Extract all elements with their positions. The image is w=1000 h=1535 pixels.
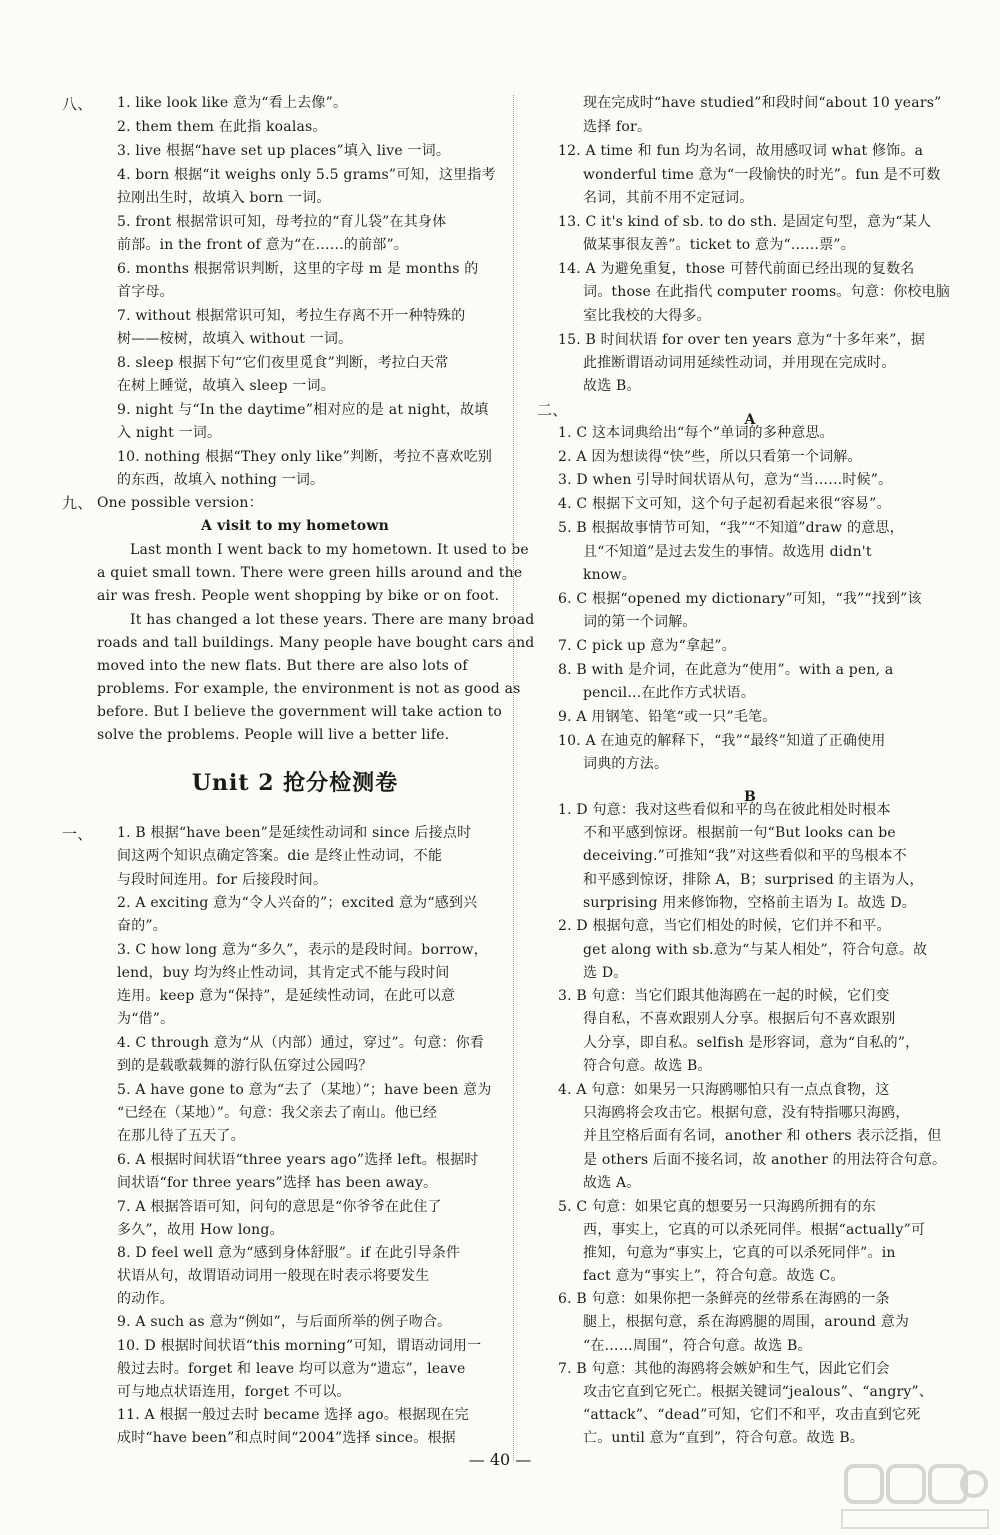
section-2-marker: 二、 (537, 401, 568, 419)
answer-line: 的东西，故填入 nothing 一词。 (117, 472, 325, 488)
answer-line: 3. live 根据“have set up places”填入 live 一词。 (117, 143, 451, 159)
answer-line: 8. sleep 根据下句“它们夜里觅食”判断，考拉白天常 (117, 355, 449, 371)
answer-line: 8. B with 是介词，在此意为“使用”。with a pen, a (558, 662, 894, 678)
answer-line: wonderful time 意为“一段愉快的时光”。fun 是不可数 (583, 167, 941, 183)
answer-line: 7. without 根据常识可知，考拉生存离不开一种特殊的 (117, 308, 466, 324)
answer-line: 1. like look like 意为“看上去像”。 (117, 95, 348, 111)
answer-line: surprising 用来修饰物，空格前主语为 I。故选 D。 (583, 895, 916, 911)
answer-line: 2. A exciting 意为“令人兴奋的”；excited 意为“感到兴 (117, 895, 478, 911)
answer-line: 入 night 一词。 (117, 425, 222, 441)
answer-line: 6. months 根据常识判断，这里的字母 m 是 months 的 (117, 261, 479, 277)
answer-line: “在……周围”，符合句意。故选 B。 (583, 1338, 812, 1354)
answer-line: 首字母。 (117, 284, 174, 300)
answer-line: 15. B 时间状语 for over ten years 意为“十多年来”，据 (558, 332, 925, 348)
answer-line: 亡。until 意为“直到”，符合句意。故选 B。 (583, 1430, 865, 1446)
answer-line: a quiet small town. There were green hills around and the (97, 565, 523, 581)
answer-line: 攻击它直到它死亡。根据关键词“jealous”、“angry”、 (583, 1384, 934, 1400)
answer-line: 在那儿待了五天了。 (117, 1128, 245, 1144)
answer-line: 且“不知道”是过去发生的事情。故选用 didn't (583, 544, 872, 560)
answer-line: know。 (583, 567, 636, 583)
answer-line: 的动作。 (117, 1291, 174, 1307)
answer-line: 奋的”。 (117, 918, 167, 934)
answer-line: 间状语“for three years”选择 has been away。 (117, 1175, 438, 1191)
answer-line: 人分享，即自私。selfish 是形容词，意为“自私的”， (583, 1035, 920, 1051)
answer-line: 4. C 根据下文可知，这个句子起初看起来很“容易”。 (558, 496, 891, 512)
answer-line: moved into the new flats. But there are also lots of (97, 658, 468, 674)
answer-line: 2. A 因为想读得“快”些，所以只看第一个词解。 (558, 449, 862, 465)
answer-line: 8. D feel well 意为“感到身体舒服”。if 在此引导条件 (117, 1245, 461, 1261)
answer-line: “attack”、“dead”可知，它们不和平，攻击直到它死 (583, 1407, 921, 1423)
answer-line: solve the problems. People will live a better life. (97, 727, 450, 743)
answer-line: 做某事很友善”。ticket to 意为“……票”。 (583, 237, 855, 253)
answer-line: 2. them them 在此指 koalas。 (117, 119, 327, 135)
answer-line: 为“借”。 (117, 1011, 175, 1027)
answer-line: 不和平感到惊讶。根据前一句“But looks can be (583, 825, 896, 841)
answer-line: 10. nothing 根据“They only like”判断，考拉不喜欢吃别 (117, 449, 493, 465)
answer-line: 和平感到惊讶，排除 A，B；surprised 的主语为人， (583, 872, 924, 888)
answer-line: 名词，其前不用不定冠词。 (583, 190, 754, 206)
answer-line: 1. C 这本词典给出“每个”单词的多种意思。 (558, 425, 834, 441)
answer-line: 6. A 根据时间状语“three years ago”选择 left。根据时 (117, 1152, 479, 1168)
answer-line: problems. For example, the environment is not as good as (97, 681, 521, 697)
answer-line: 词。those 在此指代 computer rooms。句意：你校电脑 (583, 284, 951, 300)
answer-line: 7. A 根据答语可知，问句的意思是“你爷爷在此住了 (117, 1199, 442, 1215)
answer-line: 般过去时。forget 和 leave 均可以意为“遗忘”，leave (117, 1361, 466, 1377)
answer-line: 得自私，不喜欢跟别人分享。根据后句不喜欢跟别 (583, 1011, 896, 1027)
answer-line: 5. C 句意：如果它真的想要另一只海鸥所拥有的东 (558, 1199, 876, 1215)
unit-title: Unit 2 抢分检测卷 (191, 770, 399, 796)
part-a-label: A (744, 412, 756, 428)
answer-line: 5. B 根据故事情节可知，“我”“不知道”draw 的意思， (558, 520, 904, 536)
section-9-intro: One possible version： (97, 495, 263, 511)
answer-line: 9. A such as 意为“例如”，与后面所举的例子吻合。 (117, 1314, 452, 1330)
answer-line: air was fresh. People went shopping by bike or on foot. (97, 588, 500, 604)
answer-line: 13. C it's kind of sb. to do sth. 是固定句型，意为“某人 (558, 214, 932, 230)
answer-line: 6. B 句意：如果你把一条鲜亮的丝带系在海鸥的一条 (558, 1291, 890, 1307)
answer-line: 连用。keep 意为“保持”，是延续性动词，在此可以意 (117, 988, 456, 1004)
answer-line: 与段时间连用。for 后接段时间。 (117, 872, 328, 888)
answer-line: 选 D。 (583, 965, 628, 981)
answer-line: 并且空格后面有名词，another 和 others 表示泛指，但 (583, 1128, 942, 1144)
answer-line: deceiving.”可推知“我”对这些看似和平的鸟根本不 (583, 848, 907, 864)
answer-line: “已经在（某地）”。句意：我父亲去了南山。他已经 (117, 1105, 438, 1121)
column-divider (513, 95, 514, 1460)
answer-line: 在树上睡觉，故填入 sleep 一词。 (117, 378, 335, 394)
page-number: — 40 — (468, 1450, 532, 1469)
answer-line: 状语从句，故谓语动词用一般现在时表示将要发生 (117, 1268, 430, 1284)
answer-line: 可与地点状语连用，forget 不可以。 (117, 1384, 351, 1400)
answer-line: 3. B 句意：当它们跟其他海鸥在一起的时候，它们变 (558, 988, 890, 1004)
answer-line: 推知，句意为“事实上，它真的可以杀死同伴”。in (583, 1245, 896, 1261)
answer-line: 故选 B。 (583, 378, 641, 394)
answer-line: 10. D 根据时间状语“this morning”可知，谓语动词用一 (117, 1338, 482, 1354)
answer-line: 10. A 在迪克的解释下，“我”“最终”知道了正确使用 (558, 733, 886, 749)
answer-line: 只海鸥将会攻击它。根据句意，没有特指哪只海鸥， (583, 1105, 910, 1121)
answer-line: 4. A 句意：如果另一只海鸥哪怕只有一点点食物，这 (558, 1082, 890, 1098)
answer-line: lend，buy 均为终止性动词，其肯定式不能与段时间 (117, 965, 450, 981)
answer-line: 腿上，根据句意，系在海鸥腿的周围，around 意为 (583, 1314, 910, 1330)
answer-line: 4. C through 意为“从（内部）通过，穿过”。句意：你看 (117, 1035, 485, 1051)
answer-line: pencil…在此作方式状语。 (583, 685, 756, 701)
answer-line: It has changed a lot these years. There are many broad (130, 612, 535, 628)
answer-line: 1. D 句意：我对这些看似和平的鸟在彼此相处时根本 (558, 802, 891, 818)
watermark-logo (840, 1462, 990, 1532)
answer-line: 室比我校的大得多。 (583, 308, 711, 324)
answer-line: 到的是载歌载舞的游行队伍穿过公园吗？ (117, 1058, 373, 1074)
answer-line: 拉刚出生时，故填入 born 一词。 (117, 190, 331, 206)
essay-title: A visit to my hometown (201, 518, 389, 534)
section-9-marker: 九、 (62, 494, 93, 512)
answer-line: 7. B 句意：其他的海鸥将会嫉妒和生气，因此它们会 (558, 1361, 890, 1377)
section-8-marker: 八、 (62, 95, 93, 113)
answer-line: get along with sb.意为“与某人相处”，符合句意。故 (583, 942, 928, 958)
answer-line: 西，事实上，它真的可以杀死同伴。根据“actually”可 (583, 1222, 926, 1238)
answer-line: 选择 for。 (583, 119, 652, 135)
answer-line: 9. A 用钢笔、铅笔“或一只”毛笔。 (558, 709, 777, 725)
answer-line: 14. A 为避免重复，those 可替代前面已经出现的复数名 (558, 261, 915, 277)
answer-line: 1. B 根据“have been”是延续性动词和 since 后接点时 (117, 825, 472, 841)
answer-line: 前部。in the front of 意为“在……的前部”。 (117, 237, 409, 253)
answer-line: 此推断谓语动词用延续性动词，并用现在完成时。 (583, 355, 896, 371)
answer-line: 多久”，故用 How long。 (117, 1222, 284, 1238)
answer-line: 词典的方法。 (583, 756, 669, 772)
answer-line: 3. C how long 意为“多久”，表示的是段时间。borrow， (117, 942, 488, 958)
answer-line: 成时“have been”和点时间“2004”选择 since。根据 (117, 1430, 456, 1446)
answer-line: 4. born 根据“it weighs only 5.5 grams”可知，这里指考 (117, 167, 496, 183)
answer-line: 5. A have gone to 意为“去了（某地）”；have been 意为 (117, 1082, 492, 1098)
answer-line: 11. A 根据一般过去时 became 选择 ago。根据现在完 (117, 1407, 469, 1423)
answer-line: fact 意为“事实上”，符合句意。故选 C。 (583, 1268, 845, 1284)
answer-line: 9. night 与“In the daytime”相对应的是 at night，故填 (117, 402, 489, 418)
section-1-marker: 一、 (62, 825, 93, 843)
answer-line: 树——桉树，故填入 without 一词。 (117, 331, 353, 347)
answer-line: roads and tall buildings. Many people have bought cars and (97, 635, 535, 651)
answer-line: 符合句意。故选 B。 (583, 1058, 712, 1074)
answer-line: Last month I went back to my hometown. It used to be (130, 542, 529, 558)
answer-line: 5. front 根据常识可知，母考拉的“育儿袋”在其身体 (117, 214, 447, 230)
answer-line: 是 others 后面不接名词，故 another 的用法符合句意。 (583, 1152, 947, 1168)
answer-line: 故选 A。 (583, 1175, 641, 1191)
answer-line: 3. D when 引导时间状语从句，意为“当……时候”。 (558, 472, 893, 488)
part-b-label: B (743, 789, 757, 805)
answer-line: 间这两个知识点确定答案。die 是终止性动词，不能 (117, 848, 443, 864)
answer-line: 现在完成时“have studied”和段时间“about 10 years” (583, 95, 942, 111)
answer-line: 词的第一个词解。 (583, 614, 697, 630)
answer-line: before. But I believe the government will take action to (97, 704, 503, 720)
answer-line: 12. A time 和 fun 均为名词，故用感叹词 what 修饰。a (558, 143, 924, 159)
answer-line: 7. C pick up 意为“拿起”。 (558, 638, 736, 654)
answer-line: 2. D 根据句意，当它们相处的时候，它们并不和平。 (558, 918, 891, 934)
answer-line: 6. C 根据“opened my dictionary”可知，“我”“找到”该 (558, 591, 922, 607)
